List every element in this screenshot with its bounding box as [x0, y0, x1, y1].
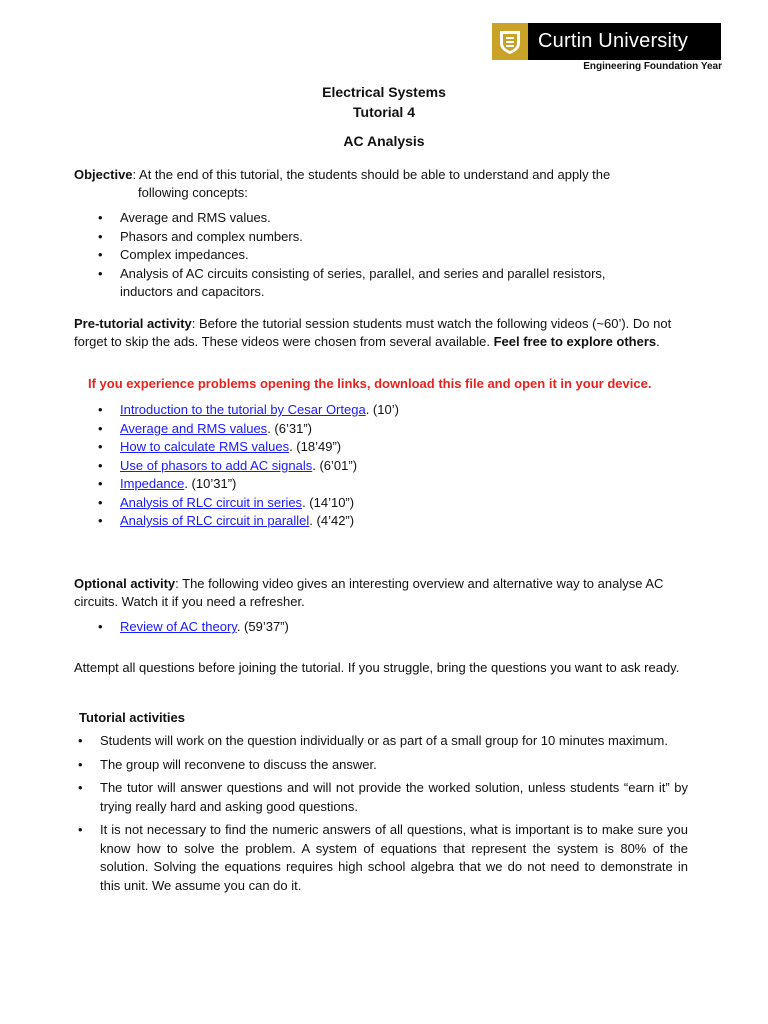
- review-list: [98, 618, 658, 637]
- video-duration: . (14’10”): [302, 494, 355, 510]
- pre-tutorial-paragraph: [74, 315, 688, 351]
- video-link-rlc-series[interactable]: Analysis of RLC circuit in series: [120, 494, 303, 510]
- objective-text-cont: following concepts:: [138, 185, 248, 200]
- video-link-impedance[interactable]: Impedance: [120, 476, 185, 491]
- list-item: [98, 401, 658, 420]
- list-item: • Analysis of AC circuits consisting of series, parallel, and series and parallel resistors, inductors and capacitors.: [98, 265, 658, 302]
- tutorial-topic: AC Analysis: [343, 133, 425, 149]
- tutorial-number: Tutorial 4: [353, 104, 415, 120]
- video-duration: . (4’42”): [309, 513, 355, 528]
- video-list: [98, 401, 658, 531]
- attempt-paragraph: Attempt all questions before joining the tutorial. If you struggle, bring the questions you want to ask ready.: [74, 660, 680, 675]
- list-item: • It is not necessary to find the numeric answers of all questions, what is important is to make sure you know how to solve the problem. A system of equations that represent the system is 80% of the solution. Solving the equations requires high school algebra that we do not need to demonstrate in this unit. We assume you can do it.: [78, 821, 688, 895]
- list-item: [98, 512, 658, 531]
- list-item: • The tutor will answer questions and will not provide the worked solution, unless students “earn it” by trying really hard and asking good questions.: [78, 779, 688, 816]
- optional-paragraph: [74, 575, 688, 611]
- list-item: • Students will work on the question individually or as part of a small group for 10 minutes maximum.: [78, 732, 688, 751]
- pre-tutorial-label: Pre-tutorial activity: [74, 316, 192, 331]
- warning-text: If you experience problems opening the links, download this file and open it in your device.: [88, 376, 652, 391]
- course-title: Electrical Systems: [322, 84, 446, 100]
- video-duration: . (6’01”): [312, 457, 358, 473]
- crest-icon: [492, 23, 528, 60]
- video-duration: . (59’37”): [236, 619, 289, 634]
- concepts-list: [98, 209, 658, 302]
- program-name: Engineering Foundation Year: [583, 61, 722, 72]
- activities-list: [78, 732, 688, 900]
- objective-paragraph: [74, 166, 688, 202]
- pre-tutorial-text: : Before the tutorial session students must watch the following videos (~60’). Do not forget to skip the ads. These videos were chosen from several available.: [74, 316, 672, 349]
- university-name: Curtin University: [528, 23, 721, 60]
- video-duration: . (6’31”): [267, 420, 312, 436]
- optional-text: : The following video gives an interesting overview and alternative way to analyse AC circuits. Watch it if you need a refresher.: [74, 576, 664, 609]
- list-item: [98, 438, 658, 457]
- activities-heading: Tutorial activities: [79, 710, 185, 725]
- period: .: [656, 334, 660, 349]
- video-link-ac-review[interactable]: Review of AC theory: [120, 619, 237, 634]
- optional-label: Optional activity: [74, 576, 176, 591]
- curtin-logo: [492, 23, 721, 60]
- list-item: • The group will reconvene to discuss the answer.: [78, 756, 688, 775]
- pre-tutorial-bold: Feel free to explore others: [493, 334, 657, 349]
- list-item: • Phasors and complex numbers.: [98, 228, 658, 247]
- video-link-rlc-parallel[interactable]: Analysis of RLC circuit in parallel: [120, 513, 310, 528]
- video-duration: . (18’49”): [289, 439, 342, 454]
- list-item: [98, 457, 658, 476]
- video-link-calc-rms[interactable]: How to calculate RMS values: [120, 439, 290, 454]
- list-item: [98, 475, 658, 494]
- objective-text: : At the end of this tutorial, the students should be able to understand and apply the: [132, 167, 611, 182]
- video-duration: . (10’31”): [184, 476, 237, 491]
- list-item: • Average and RMS values.: [98, 209, 658, 228]
- list-item: [98, 494, 658, 513]
- video-link-phasors[interactable]: Use of phasors to add AC signals: [120, 457, 313, 473]
- objective-label: Objective: [74, 167, 133, 182]
- list-item: [98, 618, 658, 637]
- list-item: • Complex impedances.: [98, 246, 658, 265]
- video-duration: . (10’): [365, 402, 399, 417]
- video-link-intro[interactable]: Introduction to the tutorial by Cesar Ortega: [120, 402, 366, 417]
- list-item: [98, 420, 658, 439]
- video-link-average-rms[interactable]: Average and RMS values: [120, 420, 268, 436]
